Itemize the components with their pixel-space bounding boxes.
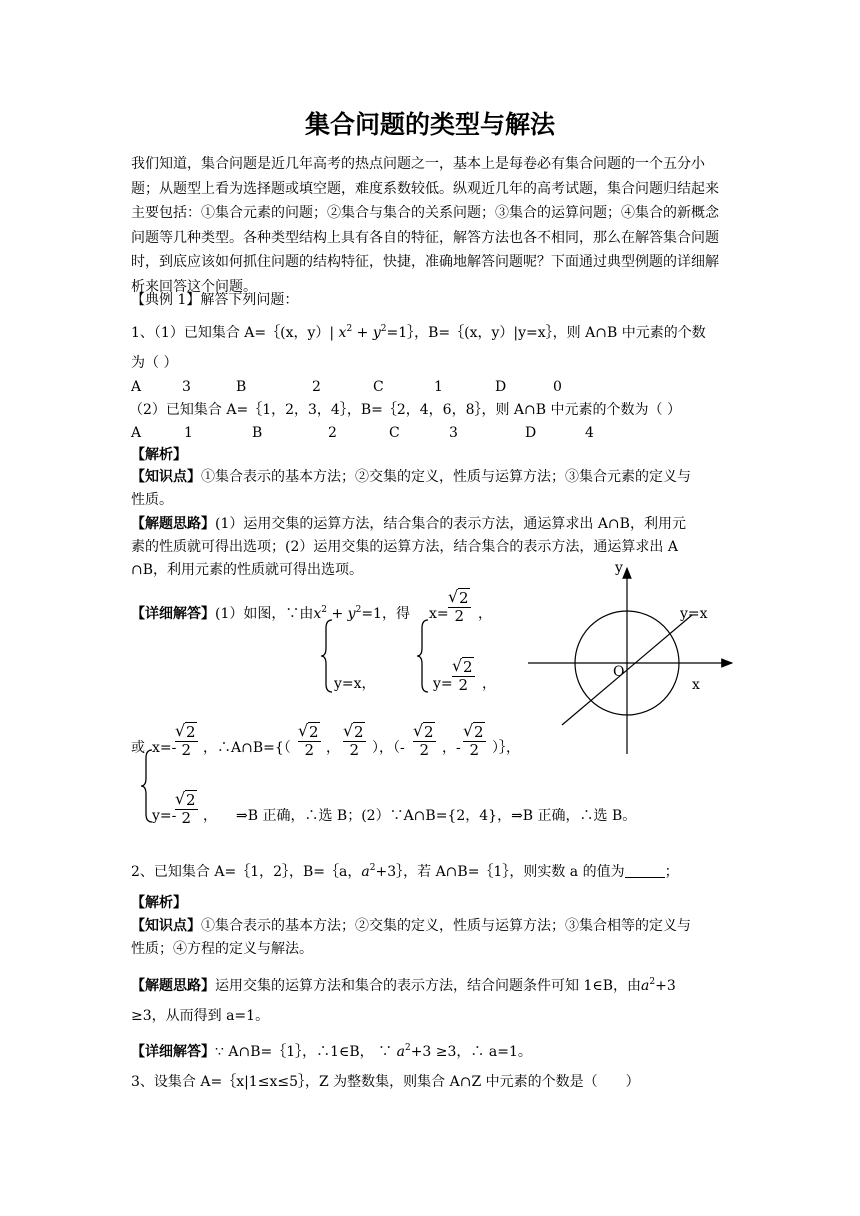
- y-var: y: [372, 325, 381, 341]
- denominator: 2: [181, 741, 192, 759]
- a-var: a: [641, 978, 650, 994]
- answer-text: +3 ≥3，∴ a=1。: [410, 1044, 532, 1060]
- radicand: 2: [354, 723, 364, 741]
- q1-stem-line2: 为（ ）: [131, 355, 178, 371]
- fraction-sqrt2-over-2: [298, 724, 321, 759]
- option-letter: B: [252, 425, 263, 441]
- graph-label-origin: O: [613, 664, 625, 680]
- q1-jiexi-heading: 【解析】: [131, 447, 187, 463]
- q1-answer-line1: [131, 606, 410, 622]
- fraction-sqrt2-over-2: [413, 724, 436, 759]
- system-brace: [320, 618, 334, 694]
- denominator: 2: [419, 741, 430, 759]
- comma: ，: [203, 808, 217, 824]
- fraction-sqrt2-over-2: [343, 724, 366, 759]
- denominator: 2: [349, 741, 360, 759]
- denominator: 2: [458, 676, 469, 694]
- intro-paragraph: 我们知道，集合问题是近几年高考的热点问题之一，基本上是每卷必有集合问题的一个五分小题；从题型上看为选择题或填空题，难度系数较低。纵观近几年的高考试题，集合问题归结起来主要包括：①集合元素的问题；②集合与集合的关系问题；③集合的运算问题；④集合的新概念问题等几种类型。各种类型结构上具有各自的特征，解答方法也各不相同，那么在解答集合问题时，到底应该如何抓住问题的结构特征，快捷，准确地解答问题呢？下面通过典型例题的详细解析来回答这个问题。: [131, 156, 719, 295]
- option-letter: C: [373, 379, 384, 395]
- answer-label: 【详细解答】: [131, 1044, 215, 1060]
- q1-approach-line3: ∩B，利用元素的性质就可得出选项。: [131, 562, 364, 578]
- system-eq-x-neg: x=-: [152, 740, 177, 756]
- q1-knowledge-line1: [131, 469, 691, 485]
- q2-approach-line2: ≥3，从而得到 a=1。: [131, 1008, 270, 1024]
- option-letter: A: [131, 425, 142, 441]
- fraction-sqrt2-over-2: [175, 724, 198, 759]
- fraction-sqrt2-over-2: [463, 724, 486, 759]
- exponent: 2: [404, 1043, 411, 1053]
- a-var: a: [361, 864, 370, 880]
- radicand: 2: [309, 723, 319, 741]
- q1-stem-part-a: 1、（1）已知集合 A=｛(x，y）|: [131, 325, 335, 341]
- comma: ，: [326, 740, 340, 756]
- system-eq-x: x=: [429, 606, 449, 622]
- a-var: a: [396, 1044, 405, 1060]
- plus: +: [331, 606, 344, 622]
- system-brace: [416, 618, 430, 694]
- fraction-sqrt2-over-2: [448, 590, 471, 625]
- radicand: 2: [463, 658, 473, 676]
- radicand: 2: [186, 723, 196, 741]
- graph-label-line: y=x: [680, 606, 708, 622]
- q2-knowledge-line1: [131, 918, 691, 934]
- q1-part2-stem: （2）已知集合 A=｛1，2，3，4｝，B=｛2，4，6，8｝，则 A∩B 中元素的个数为（ ）: [129, 402, 681, 418]
- therefore-ab: ，∴A∩B={（: [203, 740, 291, 756]
- q2-jiexi-heading: 【解析】: [131, 895, 187, 911]
- exponent: 2: [355, 605, 362, 615]
- denominator: 2: [181, 809, 192, 827]
- denominator: 2: [304, 741, 315, 759]
- answer-blank: [625, 865, 665, 878]
- answer-text: ∵ A∩B=｛1｝，∴1∈B， ∵: [215, 1044, 393, 1060]
- page-title: 集合问题的类型与解法: [304, 110, 555, 139]
- option-letter: D: [495, 379, 507, 395]
- exponent: 2: [346, 324, 353, 334]
- radicand: 2: [474, 723, 484, 741]
- option-letter: A: [131, 379, 142, 395]
- approach-text: (1）运用交集的运算方法，结合集合的表示方法，通运算求出 A∩B，利用元: [215, 516, 686, 532]
- fraction-sqrt2-over-2: [452, 659, 475, 694]
- knowledge-label: 【知识点】: [131, 918, 201, 934]
- option-value: 3: [182, 379, 191, 395]
- point-end: ）｝，: [492, 740, 520, 756]
- option-value: 1: [434, 379, 443, 395]
- radicand: 2: [186, 791, 196, 809]
- exponent: 2: [380, 324, 387, 334]
- radicand: 2: [459, 589, 469, 607]
- or-word: 或: [131, 740, 145, 756]
- q2-stem-c: ；: [664, 864, 679, 880]
- approach-label: 【解题思路】: [131, 516, 215, 532]
- x-var: x: [313, 606, 322, 622]
- knowledge-text: ①集合表示的基本方法；②交集的定义，性质与运算方法；③集合元素的定义与: [201, 469, 691, 485]
- q1-approach-line1: [131, 516, 686, 532]
- answer-text: (1）如图，∵由: [215, 606, 314, 622]
- q2-answer: [131, 1044, 532, 1060]
- q1-approach-line2: 素的性质就可得出选项；(2）运用交集的运算方法，结合集合的表示方法，通运算求出 A: [131, 539, 678, 555]
- denominator: 2: [469, 741, 480, 759]
- plus: +: [356, 325, 369, 341]
- q1-stem-part-b: =1｝，B=｛(x，y）|y=x｝，则 A∩B 中元素的个数: [386, 325, 706, 341]
- q2-stem: [131, 864, 679, 880]
- option-letter: B: [236, 379, 247, 395]
- q2-knowledge-line2: 性质；④方程的定义与解法。: [131, 941, 313, 957]
- knowledge-label: 【知识点】: [131, 469, 201, 485]
- x-var: x: [338, 325, 347, 341]
- graph-label-x: x: [692, 677, 700, 693]
- approach-label: 【解题思路】: [131, 978, 215, 994]
- exponent: 2: [369, 863, 376, 873]
- exponent: 2: [321, 605, 328, 615]
- system-eq-y-x: y=x，: [334, 676, 376, 692]
- answer-text: =1，得: [361, 606, 410, 622]
- circle-line-graph: [520, 560, 740, 760]
- option-value: 2: [312, 379, 321, 395]
- point-separator: ），（-: [372, 740, 405, 756]
- option-value: 1: [184, 425, 193, 441]
- q1-conclusion: ⇒B 正确，∴选 B；(2）∵A∩B={2，4}，⇒B 正确，∴选 B。: [236, 808, 637, 824]
- option-value: 4: [585, 425, 594, 441]
- answer-label: 【详细解答】: [131, 606, 215, 622]
- option-value: 3: [449, 425, 458, 441]
- approach-text: 运用交集的运算方法和集合的表示方法，结合问题条件可知 1∈B，由: [215, 978, 642, 994]
- denominator: 2: [454, 607, 465, 625]
- option-value: 2: [328, 425, 337, 441]
- comma: ，: [478, 606, 492, 622]
- example1-heading: 【典例 1】解答下列问题：: [131, 292, 299, 308]
- approach-text: +3: [655, 978, 676, 994]
- fraction-sqrt2-over-2: [175, 792, 198, 827]
- option-letter: D: [525, 425, 537, 441]
- graph-label-y: y: [615, 560, 623, 576]
- y-var: y: [347, 606, 356, 622]
- q2-stem-b: +3｝，若 A∩B=｛1｝，则实数 a 的值为: [375, 864, 625, 880]
- knowledge-text: ①集合表示的基本方法；②交集的定义，性质与运算方法；③集合相等的定义与: [201, 918, 691, 934]
- comma: ，: [482, 676, 496, 692]
- option-letter: C: [389, 425, 400, 441]
- exponent: 2: [649, 977, 656, 987]
- system-eq-y-neg: y=-: [152, 808, 177, 824]
- q2-approach-line1: [131, 978, 676, 994]
- radicand: 2: [424, 723, 434, 741]
- system-eq-y: y=: [433, 676, 453, 692]
- neg-separator: ，-: [442, 740, 461, 756]
- q3-stem: 3、设集合 A=｛x|1≤x≤5｝，Z 为整数集，则集合 A∩Z 中元素的个数是（ ）: [131, 1074, 640, 1090]
- q1-knowledge-line2: 性质。: [131, 492, 173, 508]
- option-value: 0: [553, 379, 562, 395]
- q1-stem-line1: [131, 325, 706, 341]
- q2-stem-a: 2、已知集合 A=｛1，2｝，B=｛a，: [131, 864, 362, 880]
